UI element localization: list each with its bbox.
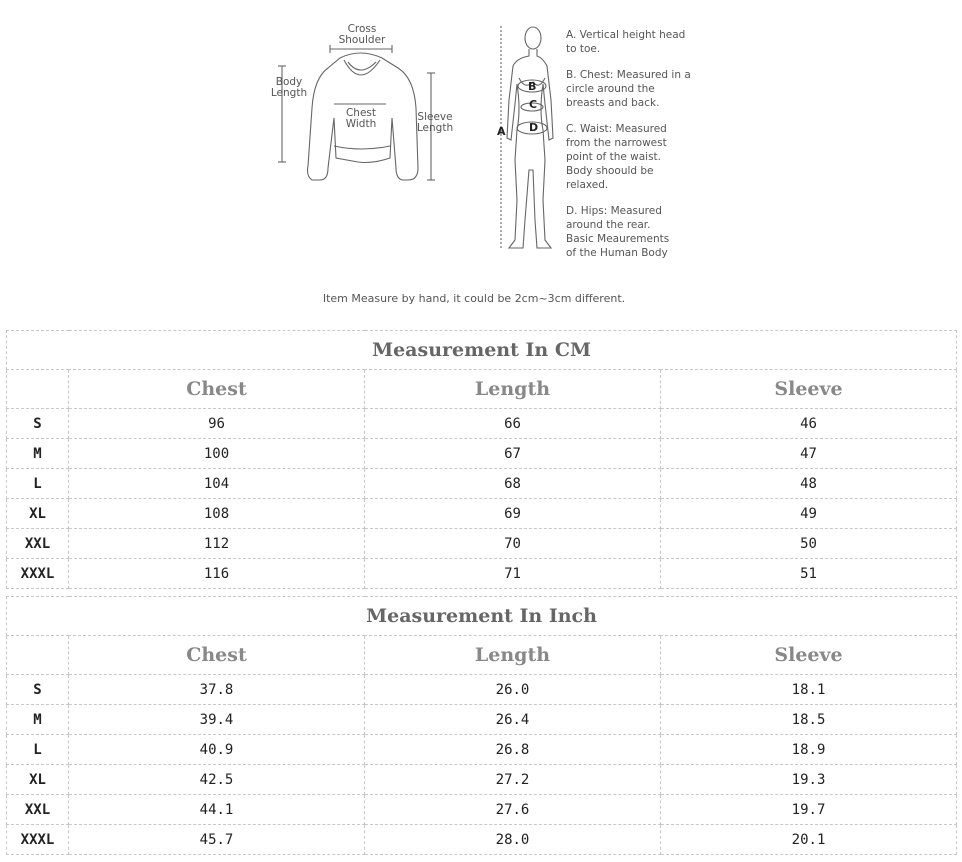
chest-cell: 100	[69, 439, 365, 469]
sleeve-cell: 20.1	[661, 825, 957, 855]
length-cell: 66	[365, 409, 661, 439]
size-cell: L	[7, 735, 69, 765]
length-cell: 71	[365, 559, 661, 589]
disclaimer-text: Item Measure by hand, it could be 2cm~3cm different.	[322, 292, 626, 305]
letter-c: C	[529, 98, 538, 111]
sleeve-cell: 46	[661, 409, 957, 439]
size-cell: XL	[7, 499, 69, 529]
chest-cell: 44.1	[69, 795, 365, 825]
measurement-notes	[566, 28, 706, 272]
table-row	[7, 469, 957, 499]
table-row	[7, 559, 957, 589]
note-chest: B. Chest: Measured in a circle around the breasts and back.	[566, 69, 691, 109]
cm-table-title: Measurement In CM	[7, 331, 957, 370]
size-header-cell	[7, 370, 69, 409]
chest-cell: 108	[69, 499, 365, 529]
table-row	[7, 825, 957, 855]
chest-width-label: Chest Width	[345, 107, 377, 130]
sleeve-header: Sleeve	[661, 370, 957, 409]
size-cell: L	[7, 469, 69, 499]
inch-table-title: Measurement In Inch	[7, 597, 957, 636]
length-cell: 28.0	[365, 825, 661, 855]
table-row	[7, 439, 957, 469]
table-row	[7, 409, 957, 439]
cross-shoulder-label: Cross Shoulder	[338, 23, 386, 46]
sleeve-header: Sleeve	[661, 636, 957, 675]
sleeve-cell: 18.1	[661, 675, 957, 705]
table-row	[7, 675, 957, 705]
table-row	[7, 529, 957, 559]
chest-cell: 104	[69, 469, 365, 499]
chest-cell: 45.7	[69, 825, 365, 855]
size-cell: XL	[7, 765, 69, 795]
table-row	[7, 735, 957, 765]
chest-header: Chest	[69, 370, 365, 409]
note-hips: D. Hips: Measured around the rear. Basic Meaurements of the Human Body	[566, 205, 670, 259]
size-cell: XXXL	[7, 825, 69, 855]
size-header-cell	[7, 636, 69, 675]
note-waist: C. Waist: Measured from the narrowest point of the waist. Body shoould be relaxed.	[566, 123, 667, 191]
length-cell: 26.0	[365, 675, 661, 705]
size-cell: XXL	[7, 795, 69, 825]
length-cell: 26.8	[365, 735, 661, 765]
size-cell: XXL	[7, 529, 69, 559]
length-header: Length	[365, 370, 661, 409]
table-row	[7, 499, 957, 529]
sleeve-cell: 18.5	[661, 705, 957, 735]
cm-size-table	[6, 330, 957, 589]
note-height: A. Vertical height head to toe.	[566, 29, 686, 55]
sleeve-cell: 51	[661, 559, 957, 589]
letter-d: D	[529, 121, 539, 134]
measurement-diagram	[0, 0, 962, 320]
sleeve-cell: 47	[661, 439, 957, 469]
chest-cell: 37.8	[69, 675, 365, 705]
letter-b: B	[528, 80, 537, 93]
sleeve-cell: 48	[661, 469, 957, 499]
chest-cell: 39.4	[69, 705, 365, 735]
length-cell: 26.4	[365, 705, 661, 735]
chest-cell: 40.9	[69, 735, 365, 765]
inch-size-table	[6, 596, 957, 855]
sleeve-cell: 19.7	[661, 795, 957, 825]
chest-cell: 112	[69, 529, 365, 559]
size-cell: M	[7, 439, 69, 469]
sleeve-cell: 50	[661, 529, 957, 559]
sleeve-cell: 18.9	[661, 735, 957, 765]
letter-a: A	[497, 125, 506, 138]
length-cell: 69	[365, 499, 661, 529]
length-cell: 27.2	[365, 765, 661, 795]
body-length-label: Body Length	[270, 76, 308, 99]
sleeve-cell: 49	[661, 499, 957, 529]
chest-cell: 116	[69, 559, 365, 589]
chest-cell: 96	[69, 409, 365, 439]
chest-header: Chest	[69, 636, 365, 675]
length-cell: 27.6	[365, 795, 661, 825]
table-row	[7, 705, 957, 735]
size-cell: S	[7, 409, 69, 439]
sleeve-cell: 19.3	[661, 765, 957, 795]
chest-cell: 42.5	[69, 765, 365, 795]
length-cell: 70	[365, 529, 661, 559]
table-row	[7, 765, 957, 795]
length-cell: 68	[365, 469, 661, 499]
sleeve-length-label: Sleeve Length	[416, 111, 454, 134]
size-cell: S	[7, 675, 69, 705]
size-cell: M	[7, 705, 69, 735]
table-row	[7, 795, 957, 825]
length-cell: 67	[365, 439, 661, 469]
length-header: Length	[365, 636, 661, 675]
size-cell: XXXL	[7, 559, 69, 589]
